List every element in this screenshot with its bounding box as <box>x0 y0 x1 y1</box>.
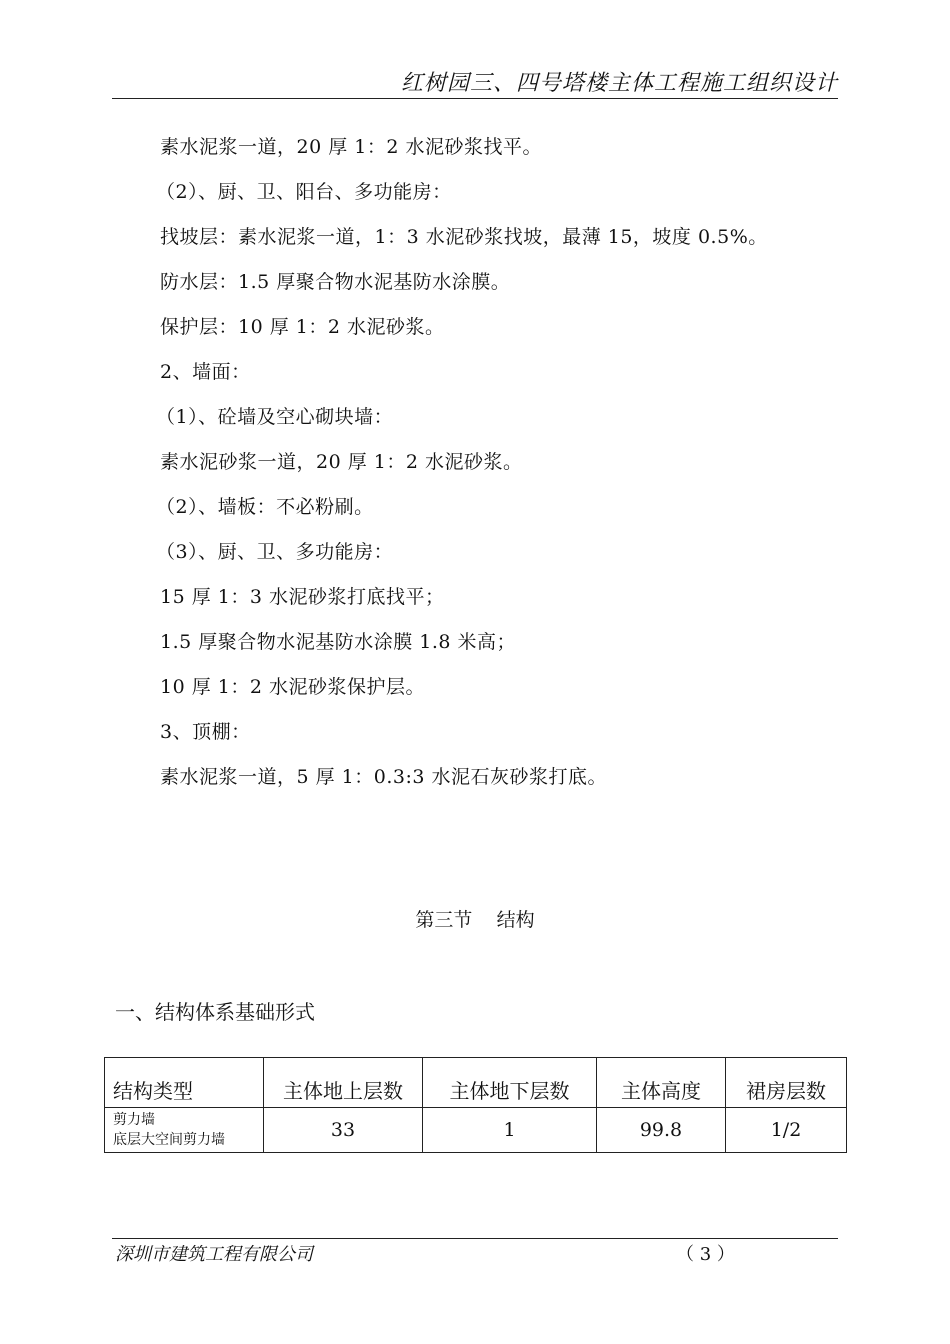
body-line: 2、墙面： <box>160 361 251 383</box>
column-header: 主体地上层数 <box>264 1058 423 1108</box>
structure-type-cell <box>105 1108 264 1153</box>
column-header: 主体高度 <box>597 1058 726 1108</box>
body-line: 素水泥浆一道，5 厚 1：0.3:3 水泥石灰砂浆打底。 <box>160 766 608 788</box>
table-header-row <box>105 1058 847 1108</box>
company-name: 深圳市建筑工程有限公司 <box>115 1244 313 1265</box>
page-number: （ 3 ） <box>676 1244 735 1265</box>
main-height-cell: 99.8 <box>597 1108 726 1153</box>
body-line: 1.5 厚聚合物水泥基防水涂膜 1.8 米高； <box>160 631 517 653</box>
section-title: 第三节 结构 <box>415 909 535 931</box>
body-line: 找坡层：素水泥浆一道，1：3 水泥砂浆找坡，最薄 15，坡度 0.5%。 <box>160 226 768 248</box>
column-header: 主体地下层数 <box>423 1058 597 1108</box>
body-line: （2）、厨、卫、阳台、多功能房： <box>156 181 452 203</box>
structure-type-line: 剪力墙 <box>113 1112 155 1128</box>
header-divider <box>112 98 838 99</box>
structure-type-line: 底层大空间剪力墙 <box>113 1132 225 1148</box>
structure-table <box>104 1057 847 1153</box>
body-line: （2）、墙板：不必粉刷。 <box>156 496 374 518</box>
column-header: 裙房层数 <box>726 1058 847 1108</box>
below-ground-floors-cell: 1 <box>423 1108 597 1153</box>
body-line: 素水泥砂浆一道，20 厚 1：2 水泥砂浆。 <box>160 451 523 473</box>
body-line: 素水泥浆一道，20 厚 1：2 水泥砂浆找平。 <box>160 136 542 158</box>
podium-floors-cell: 1/2 <box>726 1108 847 1153</box>
body-line: （3）、厨、卫、多功能房： <box>156 541 394 563</box>
body-text <box>156 125 850 800</box>
body-line: （1）、砼墙及空心砌块墙： <box>156 406 394 428</box>
body-line: 15 厚 1：3 水泥砂浆打底找平； <box>160 586 445 608</box>
subsection-title: 一、结构体系基础形式 <box>115 1000 315 1024</box>
body-line: 3、顶棚： <box>160 721 251 743</box>
above-ground-floors-cell: 33 <box>264 1108 423 1153</box>
table-row <box>105 1108 847 1153</box>
body-line: 防水层：1.5 厚聚合物水泥基防水涂膜。 <box>160 271 511 293</box>
document-title: 红树园三、四号塔楼主体工程施工组织设计 <box>400 71 838 96</box>
footer-divider <box>112 1238 838 1239</box>
body-line: 保护层：10 厚 1：2 水泥砂浆。 <box>160 316 445 338</box>
body-line: 10 厚 1：2 水泥砂浆保护层。 <box>160 676 425 698</box>
column-header: 结构类型 <box>105 1058 264 1108</box>
